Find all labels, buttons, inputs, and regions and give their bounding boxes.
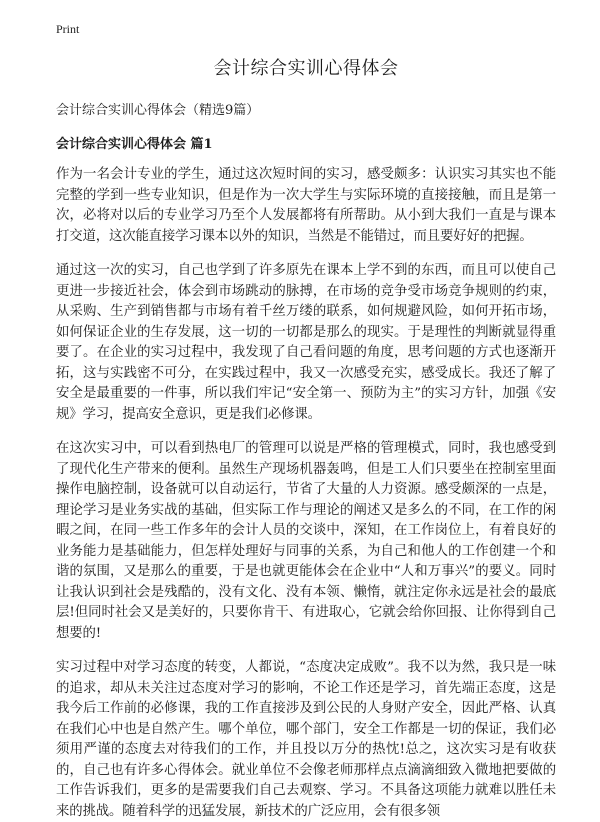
document-body — [56, 50, 556, 822]
paragraph: 通过这一次的实习，自己也学到了许多原先在课本上学不到的东西，而且可以使自己更进一步接近社会，体会到市场跳动的脉搏，在市场的竞争受市场竞争规则的约束，从采购、生产到销售都与市场有着千丝万缕的联系，如何规避风险，如何开拓市场，如何保证企业的生存发展，这一切的一切都是那么的现实。于是理性的判断就显得重要了。在企业的实习过程中，我发现了自己看问题的角度，思考问题的方式也逐渐开拓，这与实践密不可分，在实践过程中，我又一次感受充实，感受成长。我还了解了安全是最重要的一件事，所以我们牢记“安全第一、预防为主”的实习方针，加强《安规》学习，提高安全意识，更是我们必修课。 — [56, 263, 556, 422]
section-heading: 会计综合实训心得体会 篇1 — [56, 137, 213, 152]
page-title: 会计综合实训心得体会 — [213, 58, 399, 79]
paragraph: 作为一名会计专业的学生，通过这次短时间的实习，感受颇多：认识实习其实也不能完整的学到一些专业知识，但是作为一次大学生与实际环境的直接接触，而且是第一次，必将对以后的专业学习乃至个人发展都将有所帮助。从小到大我们一直是与课本打交道，这次能直接学习课本以外的知识，当然是不能错过，而且要好好的把握。 — [56, 167, 556, 244]
document-subtitle: 会计综合实训心得体会（精选9篇） — [56, 103, 260, 118]
paragraph: 在这次实习中，可以看到热电厂的管理可以说是严格的管理模式，同时，我也感受到了现代化生产带来的便利。虽然生产现场机器轰鸣，但是工人们只要坐在控制室里面操作电脑控制，设备就可以自动运行，节省了大量的人力资源。感受颇深的一点是，理论学习是业务实战的基础，但实际工作与理论的阐述又是多么的不同，在工作的闲暇之间，在同一些工作多年的会计人员的交谈中，深知，在工作岗位上，有着良好的业务能力是基础能力，但怎样处理好与同事的关系，为自己和他人的工作创建一个和谐的氛围，又是那么的重要，于是也就更能体会在企业中“人和万事兴”的要义。同时让我认识到社会是残酷的，没有文化、没有本领、懒惰，就注定你永远是社会的最底层!但同时社会又是美好的，只要你肯干、有进取心，它就会给你回报、让你得到自己想要的! — [56, 441, 556, 641]
paragraph: 实习过程中对学习态度的转变，人都说，“态度决定成败”。我不以为然，我只是一味的追求，却从未关注过态度对学习的影响，不论工作还是学习，首先端正态度，这是我今后工作前的必修课，我的工作直接涉及到公民的人身财产安全，因此严格、认真在我们心中也是自然产生。哪个单位，哪个部门，安全工作都是一切的保证，我们必须用严谨的态度去对待我们的工作，并且投以万分的热忱!总之，这次实习是有收获的，自己也有许多心得体会。就业单位不会像老师那样点点滴滴细致入微地把要做的工作告诉我们，更多的是需要我们自己去观察、学习。不具备这项能力就难以胜任未来的挑战。随着科学的迅猛发展，新技术的广泛应用，会有很多领 — [56, 660, 556, 819]
print-link[interactable]: Print — [56, 22, 80, 36]
